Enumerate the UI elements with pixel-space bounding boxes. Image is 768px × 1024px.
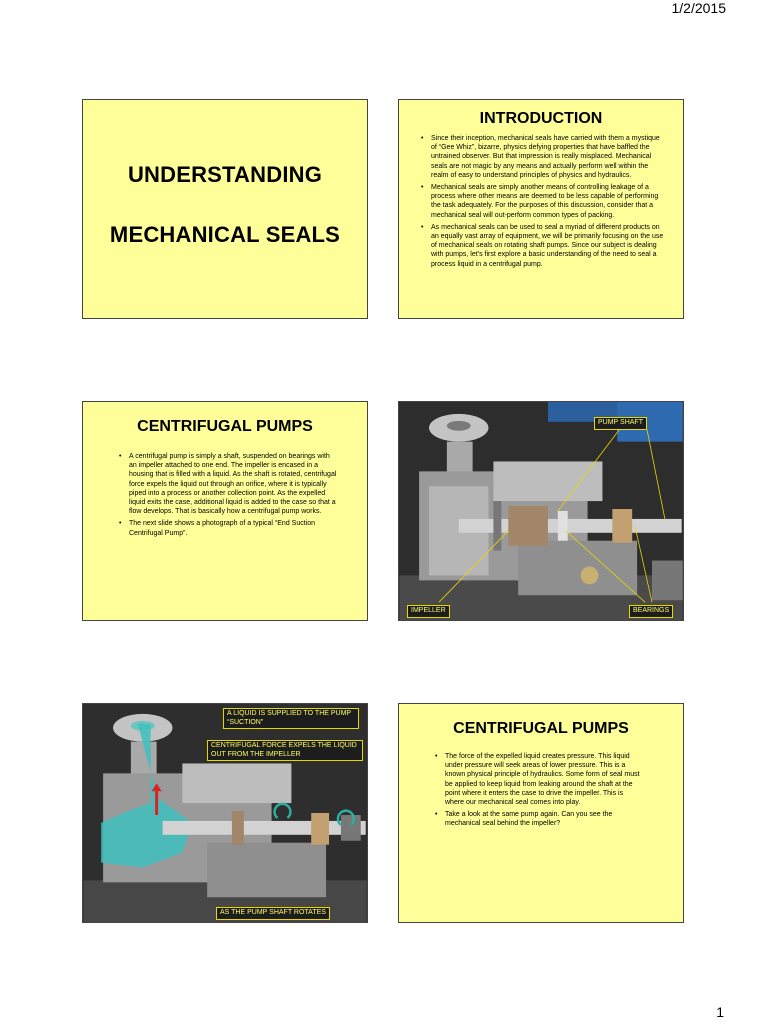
header-date: 1/2/2015 <box>671 0 726 16</box>
slide-centrifugal-pumps-1 <box>82 401 368 621</box>
bullet-item: • The force of the expelled liquid creates pressure. This liquid under pressure will seek areas of lower pressure. This is a known physical principle of hydraulics. Some form of seal must be applied to keep liquid from leaking around the shaft at the point where it enters the case to drive the impeller. This is where our mechanical seal comes into play. <box>445 752 643 807</box>
slide-pump-photo <box>398 401 684 621</box>
bullet-list <box>83 452 337 538</box>
bullet-item: • Since their inception, mechanical seals have carried with them a mystique of “Gee Whiz”, bizarre, physics defying properties that have baffled the untrained observer. But that impression is really misplaced. Mechanical seals are not magic by any means and actually perform well within the realm of easy to understand principles of physics and hydraulics. <box>431 134 665 180</box>
bullet-list <box>399 752 643 829</box>
page-number: 1 <box>716 1004 724 1020</box>
title-line-1: UNDERSTANDING <box>127 162 323 187</box>
label-shaft-rotates: AS THE PUMP SHAFT ROTATES <box>216 907 330 920</box>
label-centrifugal-force: CENTRIFUGAL FORCE EXPELS THE LIQUID OUT FROM THE IMPELLER <box>207 740 363 761</box>
label-impeller: IMPELLER <box>407 605 450 618</box>
pump-cutaway-image <box>399 402 683 620</box>
slide-heading: CENTRIFUGAL PUMPS <box>137 418 313 435</box>
pump-flow-image <box>83 704 367 922</box>
slide-pump-flow-photo <box>82 703 368 923</box>
label-bearings: BEARINGS <box>629 605 673 618</box>
slide-centrifugal-pumps-2 <box>398 703 684 923</box>
title-line-2: MECHANICAL SEALS <box>109 222 341 247</box>
slide-heading: INTRODUCTION <box>479 110 603 127</box>
bullet-item: • A centrifugal pump is simply a shaft, suspended on bearings with an impeller attached to one end. The impeller is encased in a housing that is filled with a liquid. As the shaft is rotated, centrifugal force expels the liquid out through an orifice, where it is typically piped into a process or another collection point. As the expelled liquid exits the case, additional liquid is added to the case so that a flow develops. That is basically how a centrifugal pump works. <box>129 452 337 516</box>
slide-introduction <box>398 99 684 319</box>
bullet-item: • Mechanical seals are simply another means of controlling leakage of a process where other means are deemed to be less capable of performing the task adequately. For the purposes of this discussion, consider that a mechanical seal will out-perform common types of packing. <box>431 183 665 220</box>
bullet-item: • As mechanical seals can be used to seal a myriad of different products on an equally vast array of equipment, we will be primarily focusing on the use of mechanical seals on rotating shaft pumps. Since our subject is dealing with pumps, let’s first explore a basic understanding of the need to seal a process liquid in a centrifugal pump. <box>431 223 665 269</box>
label-pump-shaft: PUMP SHAFT <box>594 417 647 430</box>
bullet-item: • The next slide shows a photograph of a typical “End Suction Centrifugal Pump”. <box>129 519 337 537</box>
bullet-item: • Take a look at the same pump again. Can you see the mechanical seal behind the impeller? <box>445 810 643 828</box>
slide-title <box>82 99 368 319</box>
bullet-list <box>399 134 665 269</box>
label-liquid-supplied: A LIQUID IS SUPPLIED TO THE PUMP “SUCTION” <box>223 708 359 729</box>
slide-heading: CENTRIFUGAL PUMPS <box>453 720 629 737</box>
